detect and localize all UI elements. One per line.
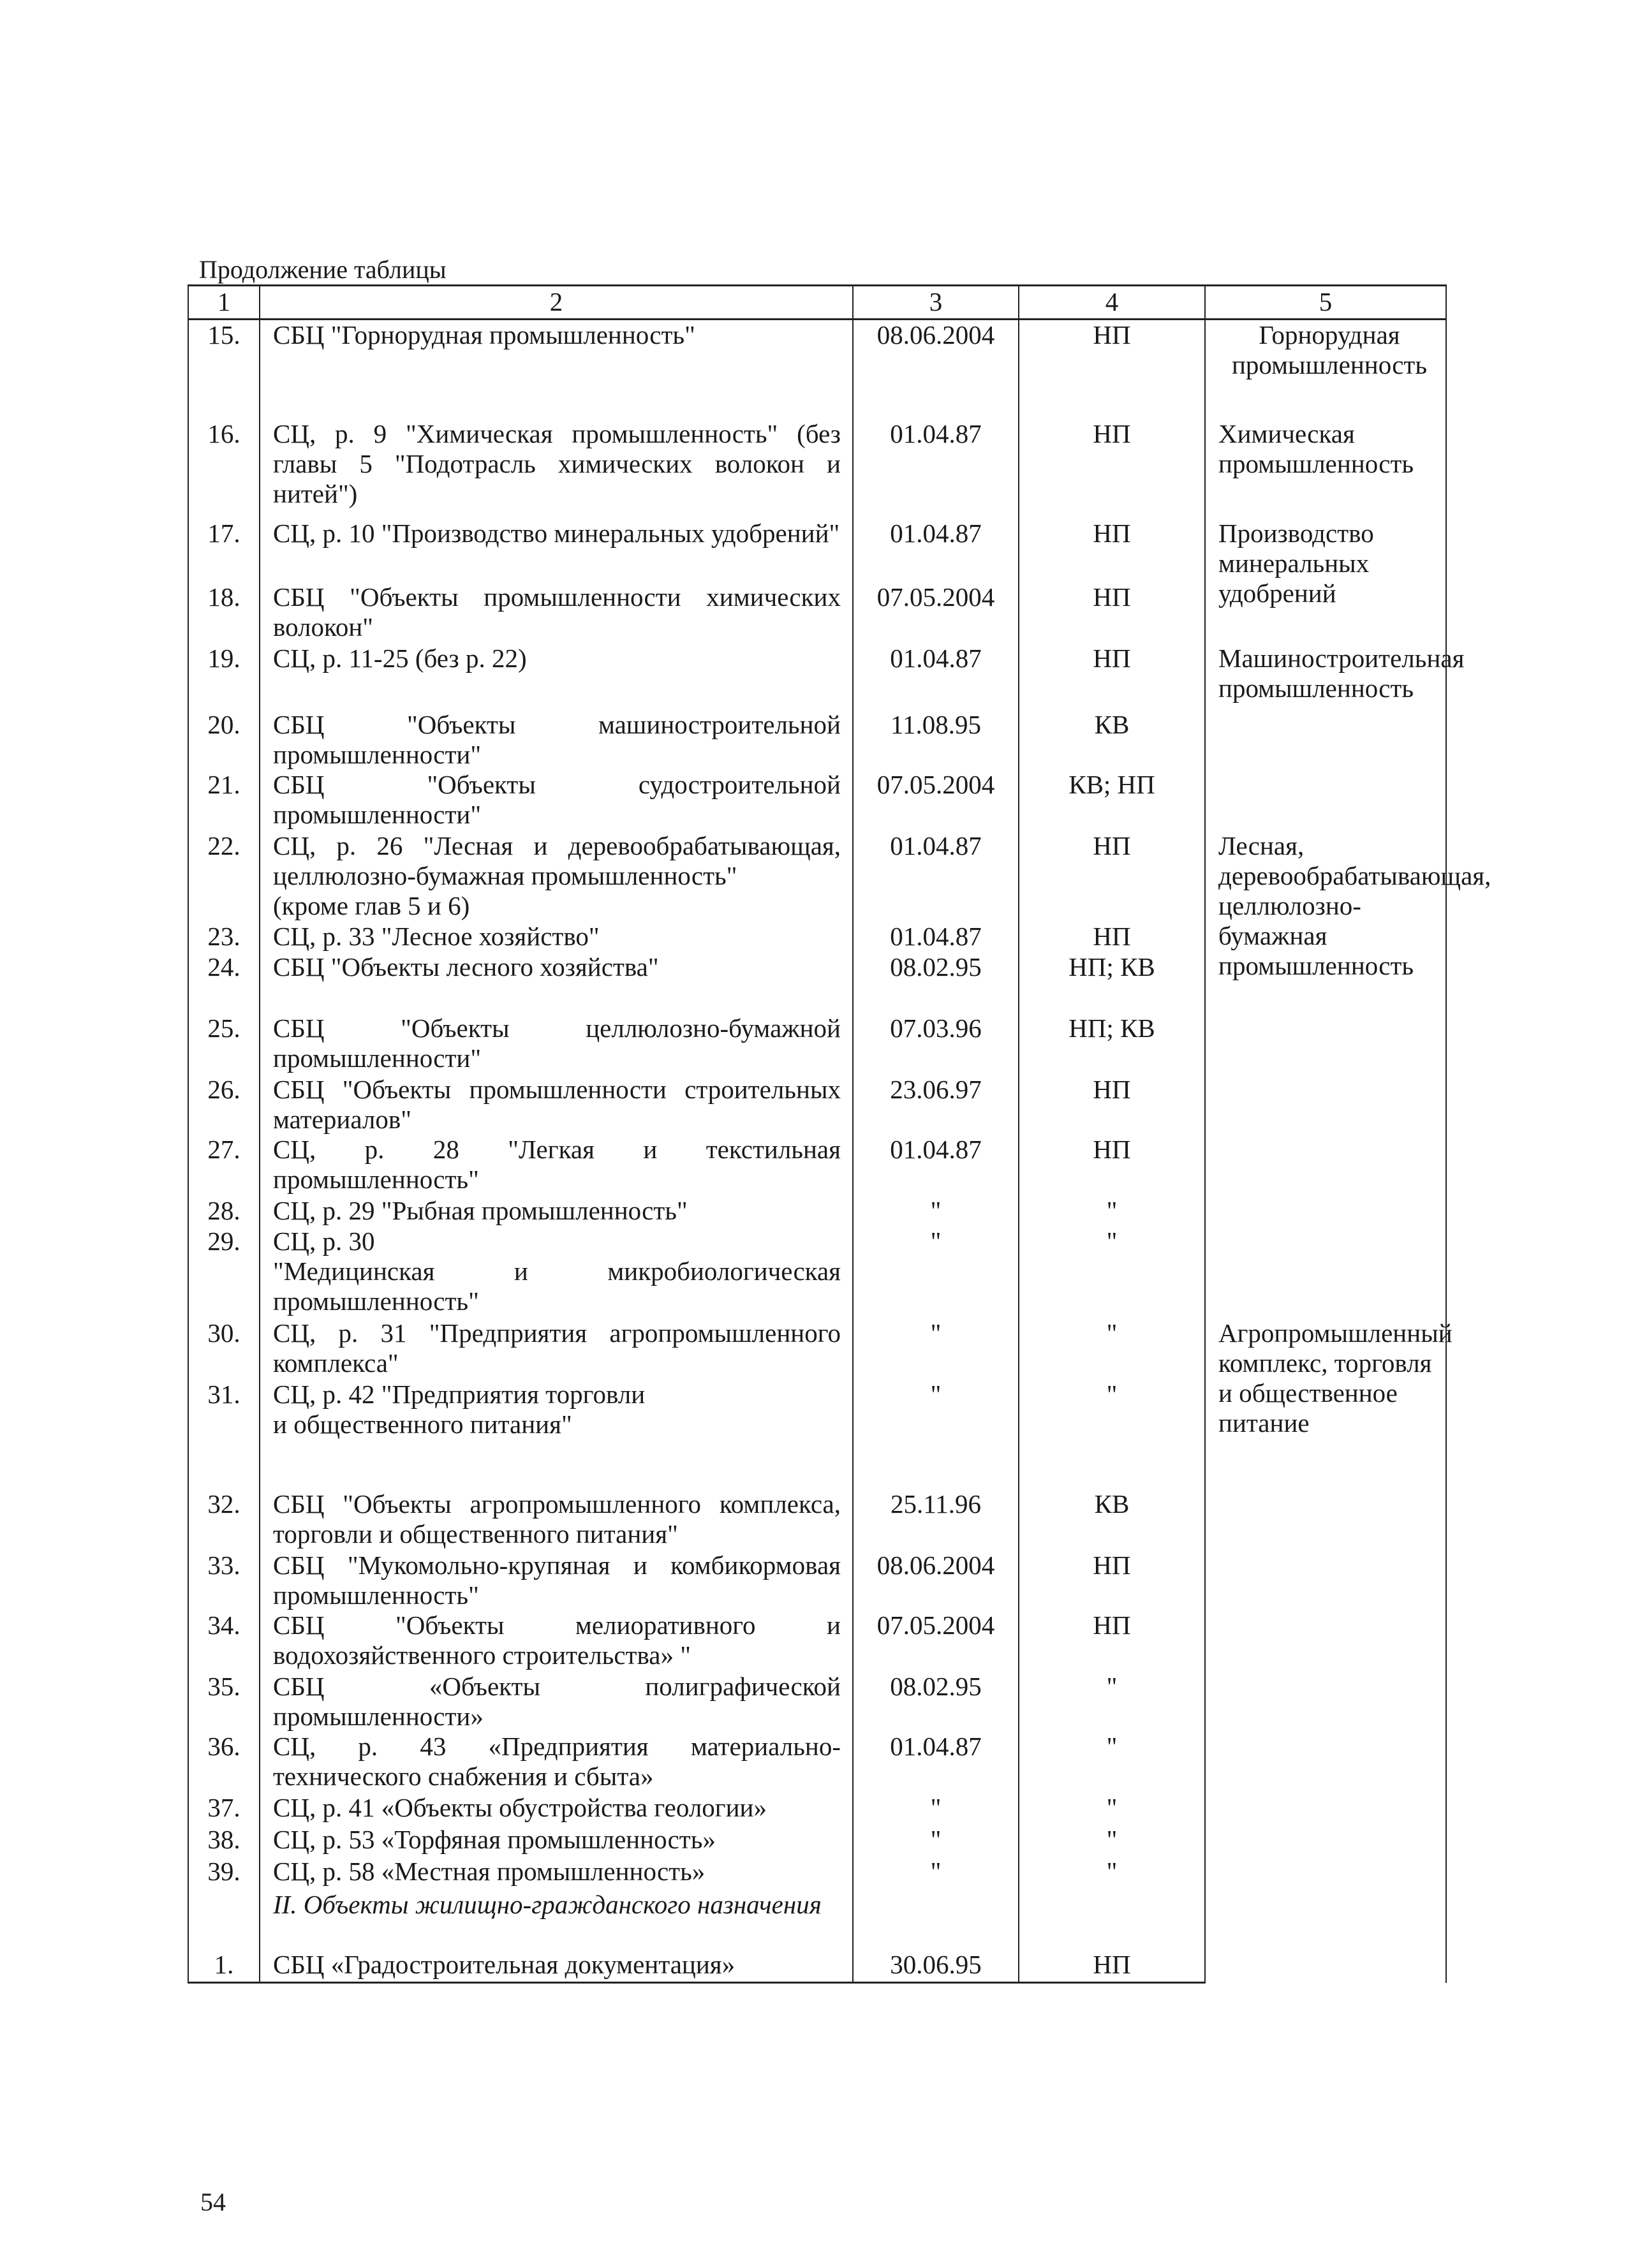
table-row [188, 519, 1446, 582]
row-name [260, 831, 853, 922]
row-date: 30.06.95 [853, 1950, 1019, 1983]
row-date: " [853, 1857, 1019, 1890]
table-row [188, 1489, 1446, 1550]
row-code: " [1019, 1380, 1205, 1489]
table-caption: Продолжение таблицы [199, 255, 447, 284]
section-code-empty [1019, 1890, 1205, 1950]
row-number: 33. [188, 1550, 260, 1610]
row-date: " [853, 1318, 1019, 1380]
row-date: 07.05.2004 [853, 770, 1019, 831]
row-number: 32. [188, 1489, 260, 1550]
row-date: " [853, 1793, 1019, 1825]
table-row [188, 320, 1446, 419]
row-code: НП [1019, 922, 1205, 952]
row-name: СЦ, р. 43 «Предприятия материально-технического снабжения и сбыта» [260, 1732, 853, 1793]
row-date: 01.04.87 [853, 922, 1019, 952]
row-code: НП [1019, 1550, 1205, 1610]
row-name: СБЦ "Объекты агропромышленного комплекса, торговли и общественного питания" [260, 1489, 853, 1550]
row-number: 39. [188, 1857, 260, 1890]
row-code: " [1019, 1857, 1205, 1890]
row-name-note: и общественного питания" [273, 1409, 572, 1439]
row-code: НП [1019, 1075, 1205, 1135]
row-name [260, 1380, 853, 1489]
row-date: 11.08.95 [853, 710, 1019, 770]
row-number: 21. [188, 770, 260, 831]
table-row [188, 831, 1446, 922]
row-name: СБЦ "Объекты мелиоративного и водохозяйственного строительства» " [260, 1610, 853, 1672]
row-number: 38. [188, 1825, 260, 1857]
row-name: СЦ, р. 28 "Легкая и текстильная промышленность" [260, 1135, 853, 1196]
row-code: КВ [1019, 710, 1205, 770]
page-number: 54 [200, 2188, 226, 2216]
row-number: 26. [188, 1075, 260, 1135]
group-empty [1205, 1135, 1446, 1318]
group-label: Производство минеральных удобрений [1205, 519, 1446, 644]
row-number: 36. [188, 1732, 260, 1793]
header-col-3: 3 [853, 286, 1019, 320]
row-name: СЦ, р. 41 «Объекты обустройства геологии» [260, 1793, 853, 1825]
row-code: НП [1019, 582, 1205, 644]
row-code: НП [1019, 320, 1205, 419]
row-date: 23.06.97 [853, 1075, 1019, 1135]
row-name: СЦ, р. 10 "Производство минеральных удобрений" [260, 519, 853, 582]
row-name: СЦ, р. 58 «Местная промышленность» [260, 1857, 853, 1890]
row-name: СЦ, р. 31 "Предприятия агропромышленного комплекса" [260, 1318, 853, 1380]
row-number: 20. [188, 710, 260, 770]
row-code: НП [1019, 519, 1205, 582]
row-name: СБЦ "Объекты промышленности строительных материалов" [260, 1075, 853, 1135]
row-date: 01.04.87 [853, 1135, 1019, 1196]
row-name-note: "Медицинская и микробиологическая промышленность" [273, 1256, 841, 1316]
row-number: 35. [188, 1672, 260, 1732]
row-number: 23. [188, 922, 260, 952]
row-date: 07.03.96 [853, 1013, 1019, 1075]
row-number: 19. [188, 644, 260, 710]
row-number: 17. [188, 519, 260, 582]
row-date: 07.05.2004 [853, 1610, 1019, 1672]
group-label: Горнорудная промышленность [1205, 320, 1446, 419]
row-code: НП; КВ [1019, 952, 1205, 1013]
row-code: КВ; НП [1019, 770, 1205, 831]
row-name [260, 1226, 853, 1318]
row-name-note: (кроме глав 5 и 6) [273, 890, 470, 920]
row-number: 37. [188, 1793, 260, 1825]
row-number: 29. [188, 1226, 260, 1318]
section-date-empty [853, 1890, 1019, 1950]
header-col-4: 4 [1019, 286, 1205, 320]
row-number: 31. [188, 1380, 260, 1489]
row-name: СЦ, р. 9 "Химическая промышленность" (без главы 5 "Подотрасль химических волокон и нитей") [260, 419, 853, 519]
row-name: СБЦ "Горнорудная промышленность" [260, 320, 853, 419]
row-code: НП [1019, 644, 1205, 710]
row-code: НП; КВ [1019, 1013, 1205, 1075]
row-date: 01.04.87 [853, 1732, 1019, 1793]
row-code: " [1019, 1793, 1205, 1825]
row-name: СБЦ «Объекты полиграфической промышленности» [260, 1672, 853, 1732]
row-date: 01.04.87 [853, 644, 1019, 710]
row-date: 01.04.87 [853, 419, 1019, 519]
section-title: II. Объекты жилищно-гражданского назначения [260, 1890, 853, 1950]
row-code: НП [1019, 1610, 1205, 1672]
section-number-empty [188, 1890, 260, 1950]
row-date: 08.02.95 [853, 1672, 1019, 1732]
row-name: СЦ, р. 33 "Лесное хозяйство" [260, 922, 853, 952]
row-number: 34. [188, 1610, 260, 1672]
row-name: СБЦ "Объекты судостроительной промышленности" [260, 770, 853, 831]
table-header-row [188, 286, 1446, 320]
row-number: 25. [188, 1013, 260, 1075]
row-name: СБЦ "Объекты промышленности химических волокон" [260, 582, 853, 644]
row-date: 01.04.87 [853, 831, 1019, 922]
table-row [188, 1135, 1446, 1196]
row-name: СБЦ "Объекты машиностроительной промышленности" [260, 710, 853, 770]
row-number: 22. [188, 831, 260, 922]
row-number: 28. [188, 1196, 260, 1226]
row-code: КВ [1019, 1489, 1205, 1550]
row-code: НП [1019, 1950, 1205, 1983]
table-row [188, 770, 1446, 831]
row-name-main: СЦ, р. 26 "Лесная и деревообрабатывающая, целлюлозно-бумажная промышленность" [273, 830, 841, 890]
row-date: 01.04.87 [853, 519, 1019, 582]
row-name: СБЦ "Объекты лесного хозяйства" [260, 952, 853, 1013]
row-date: 25.11.96 [853, 1489, 1019, 1550]
table-row [188, 644, 1446, 710]
group-empty [1205, 770, 1446, 831]
row-code: " [1019, 1226, 1205, 1318]
header-col-5: 5 [1205, 286, 1446, 320]
row-name: СЦ, р. 53 «Торфяная промышленность» [260, 1825, 853, 1857]
row-name-main: СЦ, р. 30 [273, 1226, 375, 1256]
row-date: 07.05.2004 [853, 582, 1019, 644]
group-empty [1205, 1489, 1446, 1983]
row-date: " [853, 1380, 1019, 1489]
header-col-1: 1 [188, 286, 260, 320]
table-row [188, 1318, 1446, 1380]
group-label: Агропромышленный комплекс, торговля и общественное питание [1205, 1318, 1446, 1489]
header-col-2: 2 [260, 286, 853, 320]
row-number: 15. [188, 320, 260, 419]
row-date: 08.06.2004 [853, 320, 1019, 419]
row-number: 16. [188, 419, 260, 519]
group-label: Лесная, деревообрабатывающая, целлюлозно-бумажная промышленность [1205, 831, 1446, 1135]
row-number: 18. [188, 582, 260, 644]
row-code: " [1019, 1732, 1205, 1793]
row-code: " [1019, 1672, 1205, 1732]
row-number: 24. [188, 952, 260, 1013]
reference-table [188, 284, 1491, 1984]
row-name: СБЦ "Мукомольно-крупяная и комбикормовая промышленность" [260, 1550, 853, 1610]
row-name: СБЦ «Градостроительная документация» [260, 1950, 853, 1983]
row-code: НП [1019, 831, 1205, 922]
row-number: 30. [188, 1318, 260, 1380]
row-code: НП [1019, 419, 1205, 519]
row-code: " [1019, 1196, 1205, 1226]
group-label: Машиностроительная промышленность [1205, 644, 1446, 770]
row-name: СБЦ "Объекты целлюлозно-бумажной промышленности" [260, 1013, 853, 1075]
row-code: НП [1019, 1135, 1205, 1196]
row-name: СЦ, р. 29 "Рыбная промышленность" [260, 1196, 853, 1226]
row-number: 1. [188, 1950, 260, 1983]
table-row [188, 419, 1446, 519]
row-name: СЦ, р. 11-25 (без р. 22) [260, 644, 853, 710]
row-date: " [853, 1825, 1019, 1857]
row-number: 27. [188, 1135, 260, 1196]
row-code: " [1019, 1318, 1205, 1380]
row-name-main: СЦ, р. 42 "Предприятия торговли [273, 1379, 646, 1409]
row-date: 08.06.2004 [853, 1550, 1019, 1610]
row-code: " [1019, 1825, 1205, 1857]
group-label: Химическая промышленность [1205, 419, 1446, 519]
row-date: " [853, 1226, 1019, 1318]
row-date: " [853, 1196, 1019, 1226]
row-date: 08.02.95 [853, 952, 1019, 1013]
